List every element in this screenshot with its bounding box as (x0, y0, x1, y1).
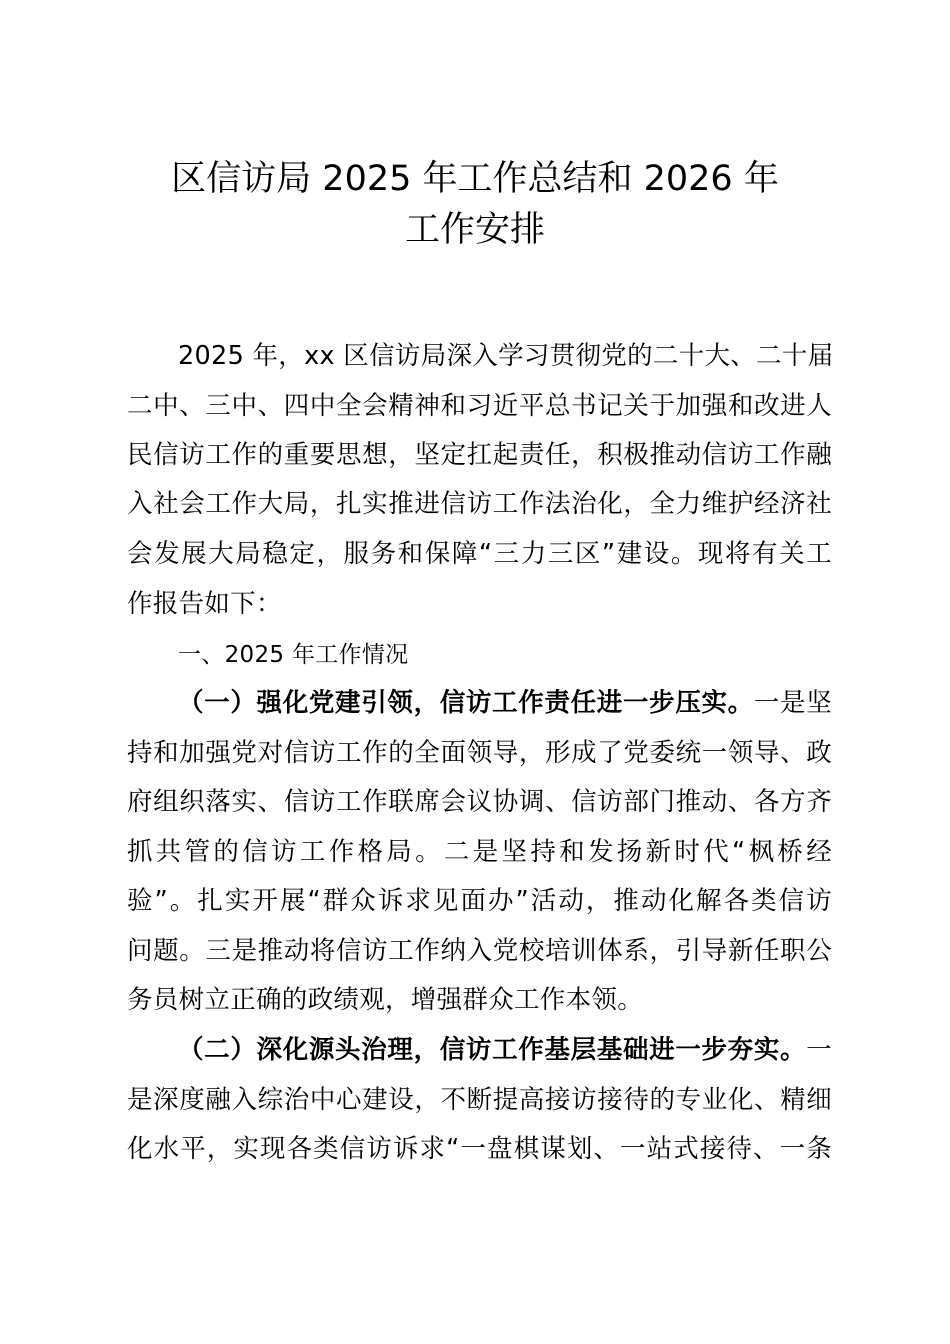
intro-line: 民信访工作的重要思想，坚定扛起责任，积极推动信访工作融 (127, 440, 832, 470)
intro-line: 二中、三中、四中全会精神和习近平总书记关于加强和改进人 (127, 391, 832, 421)
body-line: 持和加强党对信访工作的全面领导，形成了党委统一领导、政 (127, 738, 832, 768)
section-heading: 一、2025 年工作情况 (178, 642, 409, 668)
subsection-1-first-tail: 一是坚 (753, 688, 832, 718)
intro-line: 入社会工作大局，扎实推进信访工作法治化，全力维护经济社 (127, 489, 832, 519)
intro-line: 作报告如下： (127, 589, 282, 619)
document-title-line-2: 工作安排 (404, 210, 545, 250)
body-line: 问题。三是推动将信访工作纳入党校培训体系，引导新任职公 (127, 936, 832, 966)
document-title-line-1: 区信访局 2025 年工作总结和 2026 年 (171, 159, 779, 199)
subsection-2-first-tail: 一 (806, 1035, 832, 1065)
body-line: 验”。扎实开展“群众诉求见面办”活动，推动化解各类信访 (127, 886, 832, 916)
intro-line: 会发展大局稳定，服务和保障“三力三区”建设。现将有关工 (127, 539, 832, 569)
subsection-2-first-line (178, 1033, 832, 1067)
body-line: 抓共管的信访工作格局。二是坚持和发扬新时代“枫桥经 (127, 837, 832, 867)
body-line: 是深度融入综治中心建设，不断提高接访接待的专业化、精细 (127, 1085, 832, 1115)
subsection-1-first-line (178, 686, 832, 720)
body-line: 化水平，实现各类信访诉求“一盘棋谋划、一站式接待、一条 (127, 1134, 832, 1164)
body-line: 务员树立正确的政绩观，增强群众工作本领。 (127, 985, 644, 1015)
subsection-2-heading: （二）深化源头治理，信访工作基层基础进一步夯实。 (178, 1035, 807, 1065)
intro-line: 2025 年，xx 区信访局深入学习贯彻党的二十大、二十届 (178, 341, 834, 371)
body-line: 府组织落实、信访工作联席会议协调、信访部门推动、各方齐 (127, 787, 832, 817)
subsection-1-heading: （一）强化党建引领，信访工作责任进一步压实。 (178, 688, 754, 718)
